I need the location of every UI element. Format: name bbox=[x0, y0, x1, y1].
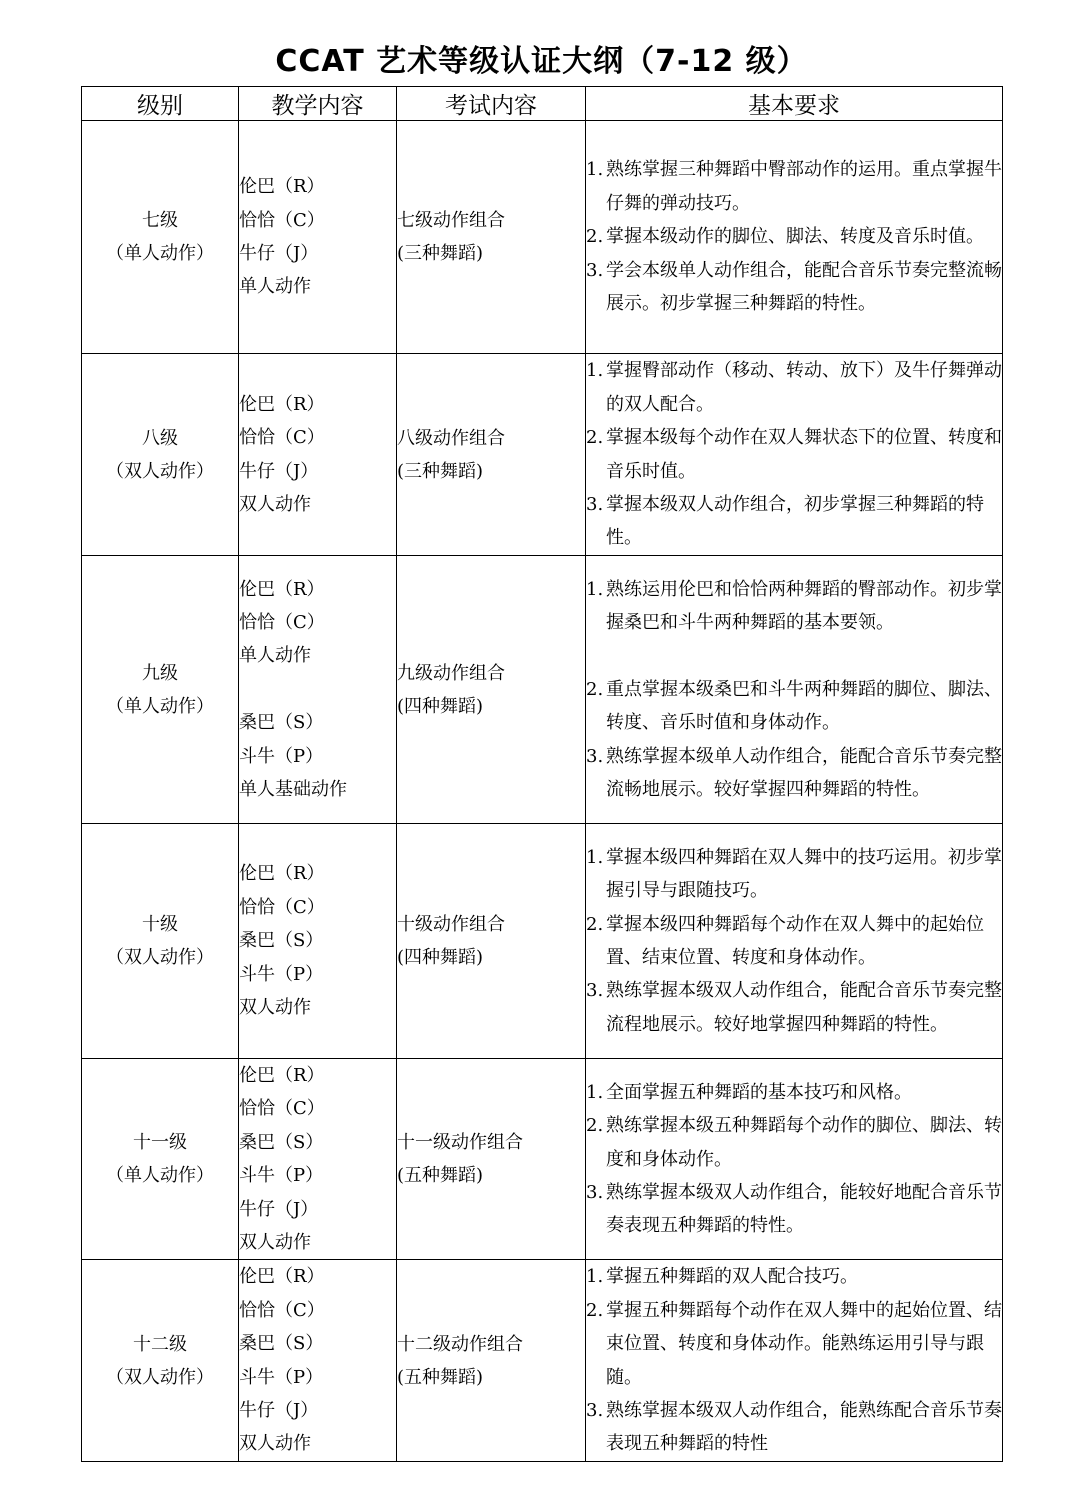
teaching-content-cell bbox=[239, 556, 397, 824]
content-item: 伦巴（R） bbox=[239, 393, 325, 415]
content-item: 单人基础动作 bbox=[239, 779, 347, 800]
content-item: 单人动作 bbox=[239, 276, 311, 298]
level-mode: （双人动作） bbox=[106, 460, 214, 482]
content-item: 桑巴（S） bbox=[239, 1131, 324, 1153]
requirement-spacer bbox=[586, 639, 1002, 672]
content-spacer bbox=[239, 673, 396, 706]
requirement-number: 2. bbox=[586, 913, 604, 935]
table-row bbox=[82, 824, 1003, 1059]
requirement-number: 3. bbox=[586, 1400, 604, 1422]
exam-combination: 七级动作组合 bbox=[397, 210, 505, 231]
exam-combination: 八级动作组合 bbox=[397, 427, 505, 449]
teaching-content-cell bbox=[239, 121, 397, 354]
requirements-cell bbox=[586, 556, 1003, 824]
level-cell bbox=[82, 1059, 239, 1260]
exam-combination: 十一级动作组合 bbox=[397, 1132, 523, 1154]
content-item: 恰恰（C） bbox=[239, 896, 325, 918]
content-item: 恰恰（C） bbox=[239, 427, 325, 449]
header-level: 级别 bbox=[82, 87, 239, 121]
requirement-item bbox=[586, 153, 1002, 220]
requirement-text: 熟练运用伦巴和恰恰两种舞蹈的臀部动作。初步掌握桑巴和斗牛两种舞蹈的基本要领。 bbox=[606, 578, 1002, 633]
level-cell bbox=[82, 1260, 239, 1461]
teaching-content-cell bbox=[239, 824, 397, 1059]
level-mode: （单人动作） bbox=[106, 1165, 214, 1187]
content-item: 伦巴（R） bbox=[239, 176, 325, 198]
teaching-content-cell bbox=[239, 1260, 397, 1461]
exam-content-cell bbox=[397, 121, 586, 354]
requirement-number: 3. bbox=[586, 980, 604, 1002]
requirements-cell bbox=[586, 1059, 1003, 1260]
requirement-number: 2. bbox=[586, 427, 604, 449]
requirement-item bbox=[586, 1109, 1002, 1176]
level-mode: （双人动作） bbox=[106, 947, 214, 968]
requirement-item bbox=[586, 908, 1002, 975]
table-header-row bbox=[82, 87, 1003, 121]
content-item: 双人动作 bbox=[239, 1232, 311, 1254]
content-item: 牛仔（J） bbox=[239, 1198, 319, 1220]
requirement-text: 学会本级单人动作组合，能配合音乐节奏完整流畅展示。初步掌握三种舞蹈的特性。 bbox=[606, 259, 1002, 315]
teaching-content-cell bbox=[239, 1059, 397, 1260]
exam-content-cell bbox=[397, 556, 586, 824]
requirement-number: 1. bbox=[586, 360, 604, 382]
requirement-text: 熟练掌握本级单人动作组合，能配合音乐节奏完整流畅地展示。较好掌握四种舞蹈的特性。 bbox=[606, 745, 1002, 800]
requirement-text: 重点掌握本级桑巴和斗牛两种舞蹈的脚位、脚法、转度、音乐时值和身体动作。 bbox=[606, 678, 1002, 734]
requirement-item bbox=[586, 1176, 1002, 1243]
content-item: 恰恰（C） bbox=[239, 1098, 325, 1120]
content-item: 伦巴（R） bbox=[239, 578, 325, 600]
requirement-text: 熟练掌握三种舞蹈中臀部动作的运用。重点掌握牛仔舞的弹动技巧。 bbox=[606, 159, 1002, 214]
requirement-item bbox=[586, 354, 1002, 421]
level-name: 八级 bbox=[142, 427, 178, 449]
content-item: 双人动作 bbox=[239, 1433, 311, 1455]
content-item: 双人动作 bbox=[239, 997, 311, 1019]
table-row bbox=[82, 1059, 1003, 1260]
header-exam-content: 考试内容 bbox=[397, 87, 586, 121]
requirement-number: 1. bbox=[586, 1266, 604, 1288]
content-item: 桑巴（S） bbox=[239, 712, 324, 734]
exam-dance-count: (五种舞蹈) bbox=[397, 1165, 484, 1187]
exam-dance-count: (五种舞蹈) bbox=[397, 1366, 484, 1388]
requirement-item bbox=[586, 1394, 1002, 1461]
requirement-text: 熟练掌握本级双人动作组合，能熟练配合音乐节奏表现五种舞蹈的特性 bbox=[606, 1400, 1002, 1455]
requirement-item bbox=[586, 1076, 1002, 1109]
exam-combination: 十二级动作组合 bbox=[397, 1333, 523, 1355]
exam-dance-count: (四种舞蹈) bbox=[397, 695, 484, 717]
requirement-item bbox=[586, 1260, 1002, 1293]
exam-dance-count: (三种舞蹈) bbox=[397, 243, 484, 264]
table-row bbox=[82, 354, 1003, 556]
exam-combination: 九级动作组合 bbox=[397, 662, 505, 684]
table-row bbox=[82, 121, 1003, 354]
requirement-number: 2. bbox=[586, 678, 604, 700]
content-item: 恰恰（C） bbox=[239, 611, 325, 633]
level-mode: （双人动作） bbox=[106, 1366, 214, 1388]
content-item: 伦巴（R） bbox=[239, 863, 325, 885]
content-item: 牛仔（J） bbox=[239, 460, 319, 482]
requirements-cell bbox=[586, 121, 1003, 354]
level-name: 七级 bbox=[142, 210, 178, 231]
content-item: 伦巴（R） bbox=[239, 1266, 325, 1288]
exam-content-cell bbox=[397, 354, 586, 556]
requirement-number: 1. bbox=[586, 159, 604, 181]
requirement-item bbox=[586, 841, 1002, 908]
requirement-text: 掌握本级双人动作组合，初步掌握三种舞蹈的特性。 bbox=[606, 493, 984, 549]
level-cell bbox=[82, 824, 239, 1059]
requirements-cell bbox=[586, 1260, 1003, 1461]
content-item: 斗牛（P） bbox=[239, 1165, 324, 1187]
requirement-number: 3. bbox=[586, 493, 604, 515]
requirement-text: 熟练掌握本级五种舞蹈每个动作的脚位、脚法、转度和身体动作。 bbox=[606, 1115, 1002, 1170]
requirement-number: 1. bbox=[586, 846, 604, 868]
level-cell bbox=[82, 556, 239, 824]
level-name: 十一级 bbox=[133, 1132, 187, 1154]
requirement-text: 掌握本级每个动作在双人舞状态下的位置、转度和音乐时值。 bbox=[606, 427, 1002, 482]
level-name: 九级 bbox=[142, 662, 178, 684]
requirements-cell bbox=[586, 354, 1003, 556]
level-name: 十二级 bbox=[133, 1333, 187, 1355]
requirement-text: 全面掌握五种舞蹈的基本技巧和风格。 bbox=[606, 1081, 912, 1103]
content-item: 桑巴（S） bbox=[239, 930, 324, 952]
requirement-text: 熟练掌握本级双人动作组合，能配合音乐节奏完整流程地展示。较好地掌握四种舞蹈的特性。 bbox=[606, 980, 1002, 1035]
requirement-text: 掌握五种舞蹈的双人配合技巧。 bbox=[606, 1266, 858, 1288]
exam-combination: 十级动作组合 bbox=[397, 914, 505, 935]
requirement-item bbox=[586, 1294, 1002, 1394]
table-row bbox=[82, 1260, 1003, 1461]
requirement-number: 2. bbox=[586, 1299, 604, 1321]
requirement-item bbox=[586, 974, 1002, 1041]
exam-content-cell bbox=[397, 1059, 586, 1260]
level-mode: （单人动作） bbox=[106, 243, 214, 264]
requirement-number: 3. bbox=[586, 259, 604, 281]
table-body bbox=[82, 121, 1003, 1462]
table-row bbox=[82, 556, 1003, 824]
level-cell bbox=[82, 354, 239, 556]
requirement-item bbox=[586, 220, 1002, 253]
requirement-text: 熟练掌握本级双人动作组合，能较好地配合音乐节奏表现五种舞蹈的特性。 bbox=[606, 1181, 1002, 1237]
level-name: 十级 bbox=[142, 914, 178, 935]
content-item: 桑巴（S） bbox=[239, 1333, 324, 1355]
requirement-item bbox=[586, 421, 1002, 488]
content-item: 单人动作 bbox=[239, 645, 311, 667]
level-mode: （单人动作） bbox=[106, 695, 214, 717]
content-item: 斗牛（P） bbox=[239, 963, 324, 985]
syllabus-table bbox=[81, 86, 1003, 1462]
exam-dance-count: (三种舞蹈) bbox=[397, 460, 484, 482]
requirement-item bbox=[586, 488, 1002, 555]
content-item: 恰恰（C） bbox=[239, 1299, 325, 1321]
requirement-number: 1. bbox=[586, 578, 604, 600]
requirement-text: 掌握臀部动作（移动、转动、放下）及牛仔舞弹动的双人配合。 bbox=[606, 360, 1002, 415]
exam-content-cell bbox=[397, 1260, 586, 1461]
requirement-number: 2. bbox=[586, 1115, 604, 1137]
requirement-text: 掌握五种舞蹈每个动作在双人舞中的起始位置、结束位置、转度和身体动作。能熟练运用引导与跟随。 bbox=[606, 1299, 1002, 1388]
header-teaching-content: 教学内容 bbox=[239, 87, 397, 121]
requirement-number: 1. bbox=[586, 1081, 604, 1103]
content-item: 斗牛（P） bbox=[239, 745, 324, 767]
requirement-number: 3. bbox=[586, 745, 604, 767]
requirements-cell bbox=[586, 824, 1003, 1059]
requirement-text: 掌握本级四种舞蹈每个动作在双人舞中的起始位置、结束位置、转度和身体动作。 bbox=[606, 913, 984, 968]
exam-dance-count: (四种舞蹈) bbox=[397, 947, 484, 968]
page-title: CCAT 艺术等级认证大纲（7-12 级） bbox=[275, 44, 808, 79]
requirement-item bbox=[586, 573, 1002, 640]
content-item: 斗牛（P） bbox=[239, 1366, 324, 1388]
content-item: 伦巴（R） bbox=[239, 1065, 325, 1086]
requirement-item bbox=[586, 740, 1002, 807]
requirement-number: 3. bbox=[586, 1181, 604, 1203]
content-item: 牛仔（J） bbox=[239, 1400, 319, 1422]
teaching-content-cell bbox=[239, 354, 397, 556]
requirement-item bbox=[586, 254, 1002, 321]
exam-content-cell bbox=[397, 824, 586, 1059]
requirement-number: 2. bbox=[586, 226, 604, 248]
content-item: 恰恰（C） bbox=[239, 209, 325, 231]
header-basic-requirements: 基本要求 bbox=[586, 87, 1003, 121]
level-cell bbox=[82, 121, 239, 354]
requirement-item bbox=[586, 673, 1002, 740]
content-item: 双人动作 bbox=[239, 493, 311, 515]
requirement-text: 掌握本级动作的脚位、脚法、转度及音乐时值。 bbox=[606, 226, 984, 248]
content-item: 牛仔（J） bbox=[239, 243, 319, 264]
requirement-text: 掌握本级四种舞蹈在双人舞中的技巧运用。初步掌握引导与跟随技巧。 bbox=[606, 846, 1002, 902]
